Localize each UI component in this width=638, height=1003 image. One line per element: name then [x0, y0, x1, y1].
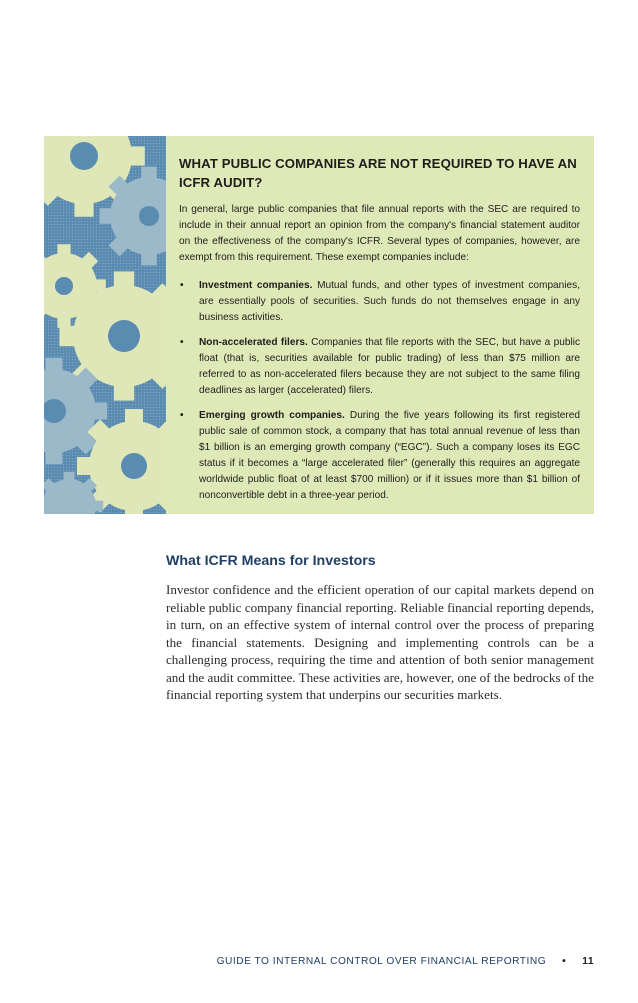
list-item [179, 278, 580, 326]
exempt-companies-list [179, 278, 580, 504]
bullet-icon: • [180, 410, 184, 421]
bullet-icon: • [180, 280, 184, 291]
page-number: 11 [582, 955, 594, 967]
callout-intro: In general, large public companies that file annual reports with the SEC are required to include in their annual report an opinion from the company's financial statement auditor on the effectiveness of the company's ICFR. Several types of companies, however, are exempt from this requirement. These exempt companies include: [179, 204, 580, 263]
list-item [179, 408, 580, 504]
footer-title: GUIDE TO INTERNAL CONTROL OVER FINANCIAL REPORTING [216, 955, 547, 967]
bullet-text: Mutual funds, and other types of investment companies, are essentially pools of securities. Such funds do not themselves engage in any business activities. [199, 280, 580, 323]
gears-illustration [44, 136, 166, 514]
section-body: Investor confidence and the efficient operation of our capital markets depend on reliable public company financial reporting. Reliable financial reporting depends, in turn, on an effective system of internal control over the process of preparing the financial statements. Designing and implementing controls can be a challenging process, requiring the time and attention of both senior management and the audit committee. These activities are, however, one of the bedrocks of the financial reporting system that underpins our securities markets. [166, 582, 594, 702]
footer-separator: • [562, 955, 567, 967]
bullet-term: Non-accelerated filers. [199, 337, 308, 348]
bullet-text: Companies that file reports with the SEC, but have a public float (that is, securities available for public trading) of less than $75 million are referred to as non-accelerated filers because they are not subject to the same filing deadlines as larger (accelerated) filers. [199, 337, 580, 396]
callout-title: WHAT PUBLIC COMPANIES ARE NOT REQUIRED TO HAVE AN ICFR AUDIT? [179, 156, 577, 190]
bullet-icon: • [180, 337, 184, 348]
sidebar-callout [166, 136, 594, 514]
page-footer [166, 954, 594, 968]
bullet-term: Investment companies. [199, 280, 313, 291]
bullet-text: During the five years following its first registered public sale of common stock, a company that has total annual revenue of less than $1 billion is an emerging growth company (“EGC”). Such a company loses its EGC status if it becomes a “large accelerated filer” (generally this requires an aggregate worldwide public float of at least $700 million) or if it issues more than $1 billion of nonconvertible debt in a three-year period. [199, 410, 580, 501]
list-item [179, 335, 580, 399]
section-heading: What ICFR Means for Investors [166, 553, 376, 569]
bullet-term: Emerging growth companies. [199, 410, 345, 421]
